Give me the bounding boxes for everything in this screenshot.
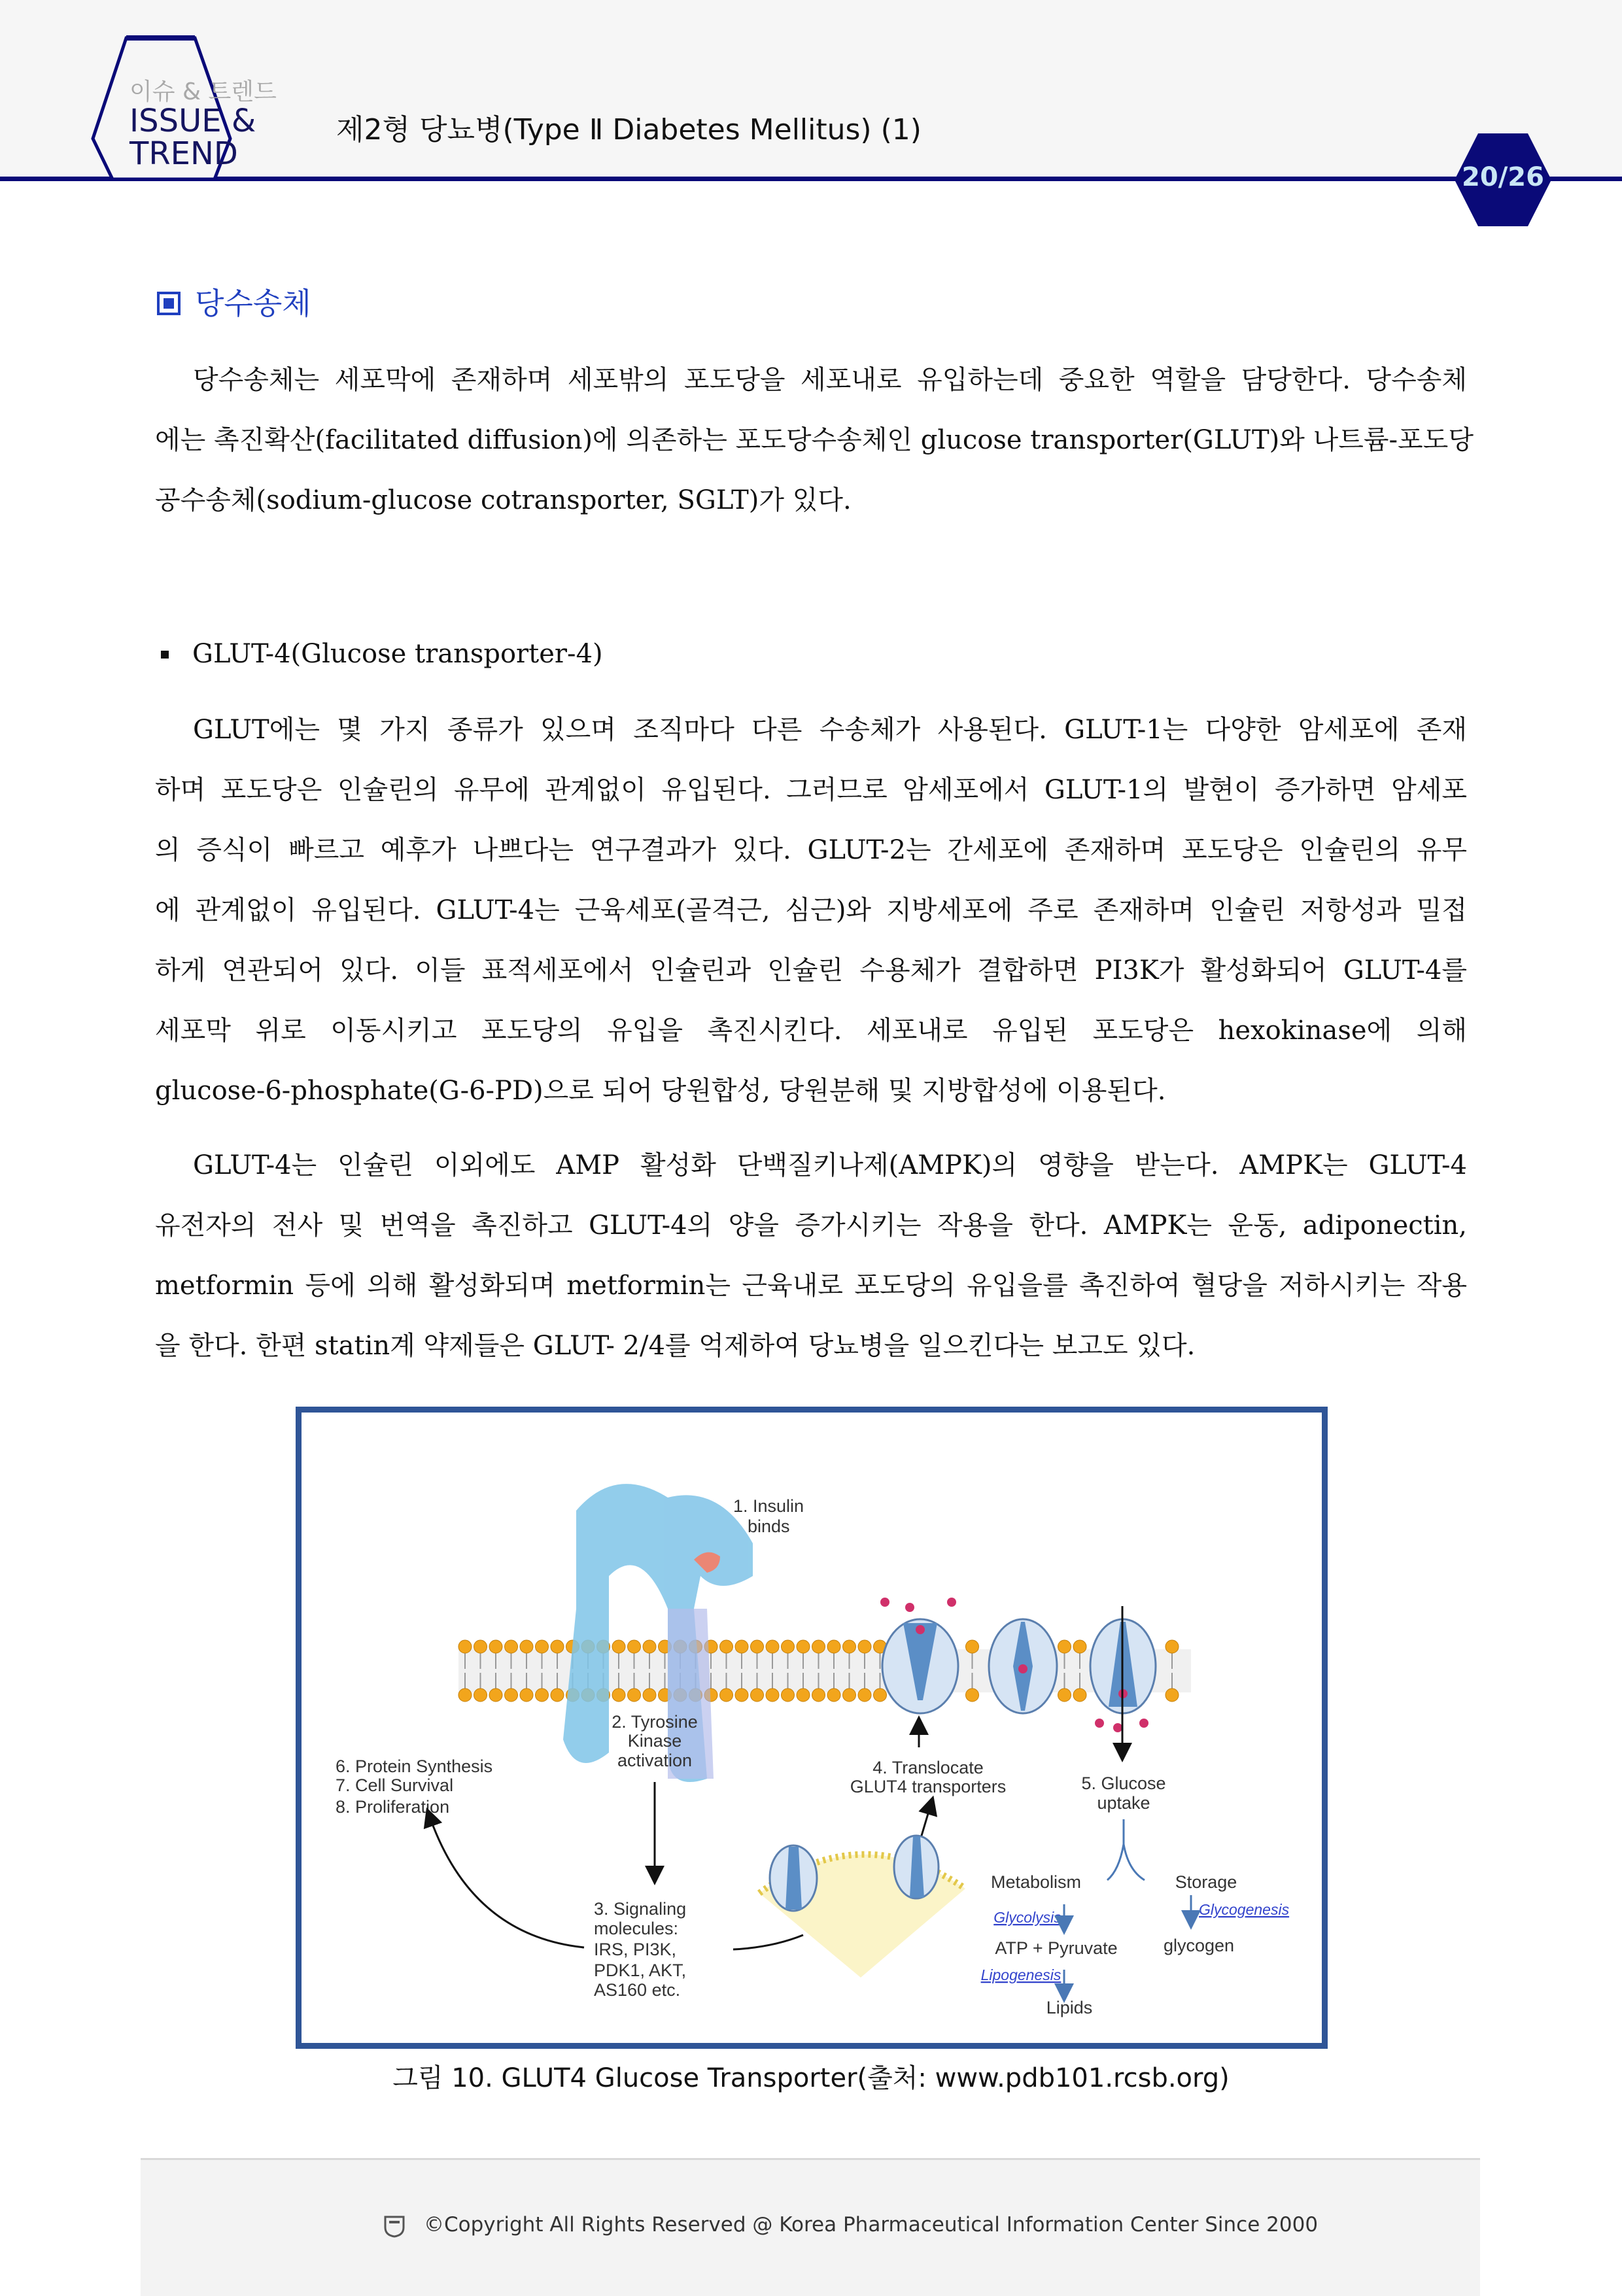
text-line: 의 증식이 빠르고 예후가 나쁘다는 연구결과가 있다. GLUT-2는 간세포에 존재하며 포도당은 인슐린의 유무 [155, 835, 1467, 865]
step2-line2: Kinase [627, 1731, 682, 1751]
lipid-head [1165, 1640, 1179, 1653]
lipid-head [551, 1640, 564, 1653]
step3-line1: 3. Signaling [594, 1899, 687, 1919]
lipid-head [782, 1640, 795, 1653]
lipid-head [536, 1688, 549, 1702]
glut4-vesicle [759, 1836, 965, 1978]
lipid-head [643, 1688, 656, 1702]
lipid-head [551, 1688, 564, 1702]
lipid-head [474, 1688, 487, 1702]
figure-caption: 그림 10. GLUT4 Glucose Transporter(출처: www.pdb101.rcsb.org) [392, 2063, 1230, 2093]
step3-line4: PDK1, AKT, [594, 1961, 687, 1980]
lipid-head [520, 1640, 533, 1653]
bullet-heading [161, 633, 603, 675]
lipid-head [812, 1688, 825, 1702]
lipid-head [858, 1640, 871, 1653]
step4-line1: 4. Translocate [872, 1758, 984, 1777]
outcome-8: 8. Proliferation [336, 1797, 450, 1817]
lipid-head [827, 1640, 840, 1653]
vesicle-arrow [922, 1805, 931, 1836]
lipid-head [751, 1688, 764, 1702]
text-line: 공수송체(sodium-glucose cotransporter, SGLT)가 있다. [155, 485, 852, 515]
bullet-text: GLUT-4(Glucose transporter-4) [192, 639, 603, 669]
step4-line2: GLUT4 transporters [850, 1777, 1007, 1796]
text-line: 에 관계없이 유입된다. GLUT-4는 근육세포(골격근, 심근)와 지방세포에 주로 존재하며 인슐린 저항성과 밀접 [155, 895, 1467, 925]
copyright-text: ©Copyright All Rights Reserved @ Korea Pharmaceutical Information Center Since 2000 [424, 2213, 1319, 2236]
logo-line-2: TREND [129, 135, 238, 172]
step5-line1: 5. Glucose [1081, 1773, 1166, 1793]
glut4-diagram [302, 1413, 1322, 2043]
outcome-arrow [430, 1817, 584, 1947]
text-line: metformin 등에 의해 활성화되며 metformin는 근육내로 포도당의 유입을를 촉진하여 혈당을 저하시키는 작용 [155, 1271, 1467, 1301]
lipid-head [1165, 1688, 1179, 1702]
lipid-head [812, 1640, 825, 1653]
lipid-head [1073, 1688, 1086, 1702]
lipid-head [797, 1640, 810, 1653]
lipid-head [628, 1640, 641, 1653]
lipid-head [874, 1688, 887, 1702]
lipid-head [458, 1640, 472, 1653]
paragraph-3 [155, 1135, 1467, 1376]
glycogen-label: glycogen [1163, 1936, 1235, 1955]
lipid-head [458, 1688, 472, 1702]
lipid-head [720, 1640, 733, 1653]
storage-label: Storage [1175, 1872, 1237, 1892]
step3-line3: IRS, PI3K, [594, 1940, 677, 1959]
document-title: 제2형 당뇨병(Type Ⅱ Diabetes Mellitus) (1) [336, 113, 922, 146]
lipid-head [858, 1688, 871, 1702]
atp-pyruvate-label: ATP + Pyruvate [995, 1938, 1118, 1958]
logo-english [129, 105, 256, 170]
lipid-head [489, 1640, 502, 1653]
text-line: glucose-6-phosphate(G-6-PD)으로 되어 당원합성, 당원분해 및 지방합성에 이용된다. [155, 1076, 1166, 1106]
lipid-head [489, 1688, 502, 1702]
page-indicator: 20/26 [1462, 162, 1544, 192]
text-line: 하게 연관되어 있다. 이들 표적세포에서 인슐린과 인슐린 수용체가 결합하면 PI3K가 활성화되어 GLUT-4를 [155, 955, 1467, 985]
step5-line2: uptake [1097, 1793, 1150, 1813]
text-line: 세포막 위로 이동시키고 포도당의 유입을 촉진시킨다. 세포내로 유입된 포도당은 hexokinase에 의해 [155, 1016, 1467, 1046]
glycogenesis-link[interactable]: Glycogenesis [1199, 1901, 1290, 1918]
lipid-head [1073, 1640, 1086, 1653]
logo-line-1: ISSUE & [129, 103, 256, 139]
lipid-head [643, 1640, 656, 1653]
lipid-head [751, 1640, 764, 1653]
paragraph-1 [155, 350, 1474, 530]
lipid-head [1058, 1688, 1071, 1702]
step2-line1: 2. Tyrosine [612, 1712, 698, 1732]
square-bullet-icon [157, 292, 181, 315]
logo-korean: 이슈 & 트렌드 [129, 78, 277, 105]
text-line: 을 한다. 한편 statin계 약제들은 GLUT- 2/4를 억제하여 당뇨병을 일으킨다는 보고도 있다. [155, 1331, 1196, 1361]
lipid-head [735, 1688, 748, 1702]
lipid-head [782, 1688, 795, 1702]
text-line: GLUT-4는 인슐린 이외에도 AMP 활성화 단백질키나제(AMPK)의 영향을 받는다. AMPK는 GLUT-4 [193, 1150, 1467, 1180]
text-line: 에는 촉진확산(facilitated diffusion)에 의존하는 포도당수송체인 glucose transporter(GLUT)와 나트륨-포도당 [155, 425, 1474, 455]
vesicle-link [733, 1935, 803, 1949]
text-line: GLUT에는 몇 가지 종류가 있으며 조직마다 다른 수송체가 사용된다. GLUT-1는 다양한 암세포에 존재 [193, 715, 1467, 745]
lipid-head [827, 1688, 840, 1702]
lipids-label: Lipids [1046, 1998, 1093, 2017]
glut4-transporter [989, 1619, 1057, 1713]
metabolism-label: Metabolism [990, 1872, 1082, 1892]
outcome-6: 6. Protein Synthesis [336, 1756, 493, 1776]
lipid-head [536, 1640, 549, 1653]
bullet-icon [161, 651, 169, 659]
glut4-transporter [882, 1619, 958, 1713]
lipid-head [474, 1640, 487, 1653]
lipid-head [766, 1688, 779, 1702]
lipid-head [520, 1688, 533, 1702]
lipid-head [797, 1688, 810, 1702]
lipid-head [628, 1688, 641, 1702]
paragraph-2 [155, 700, 1467, 1121]
lipid-head [612, 1640, 625, 1653]
kpic-emblem-icon [383, 2214, 406, 2238]
outcome-7: 7. Cell Survival [336, 1775, 454, 1795]
glut4-figure [296, 1407, 1328, 2049]
lipid-head [966, 1640, 979, 1653]
text-line: 유전자의 전사 및 번역을 촉진하고 GLUT-4의 양을 증가시키는 작용을 한다. AMPK는 운동, adiponectin, [155, 1210, 1467, 1241]
lipid-head [505, 1688, 518, 1702]
lipid-head [966, 1688, 979, 1702]
lipid-head [766, 1640, 779, 1653]
step1-line2: binds [748, 1516, 790, 1536]
fork-arrow [1107, 1819, 1145, 1880]
lipid-head [1058, 1640, 1071, 1653]
section-heading [157, 280, 311, 323]
text-line: 하며 포도당은 인슐린의 유무에 관계없이 유입된다. 그러므로 암세포에서 GLUT-1의 발현이 증가하면 암세포 [155, 775, 1467, 805]
step3-line5: AS160 etc. [594, 1980, 681, 2000]
lipid-head [735, 1640, 748, 1653]
section-heading-text: 당수송체 [195, 286, 311, 321]
lipid-head [720, 1688, 733, 1702]
lipid-head [612, 1688, 625, 1702]
glycolysis-link[interactable]: Glycolysis [993, 1909, 1061, 1926]
step2-line3: activation [617, 1751, 693, 1770]
text-line: 당수송체는 세포막에 존재하며 세포밖의 포도당을 세포내로 유입하는데 중요한 역할을 담당한다. 당수송체 [193, 365, 1467, 395]
lipid-head [843, 1688, 856, 1702]
step3-line2: molecules: [594, 1919, 679, 1938]
lipid-head [843, 1640, 856, 1653]
lipid-head [505, 1640, 518, 1653]
lipogenesis-link[interactable]: Lipogenesis [980, 1966, 1061, 1983]
step1-line1: 1. Insulin [733, 1496, 804, 1516]
